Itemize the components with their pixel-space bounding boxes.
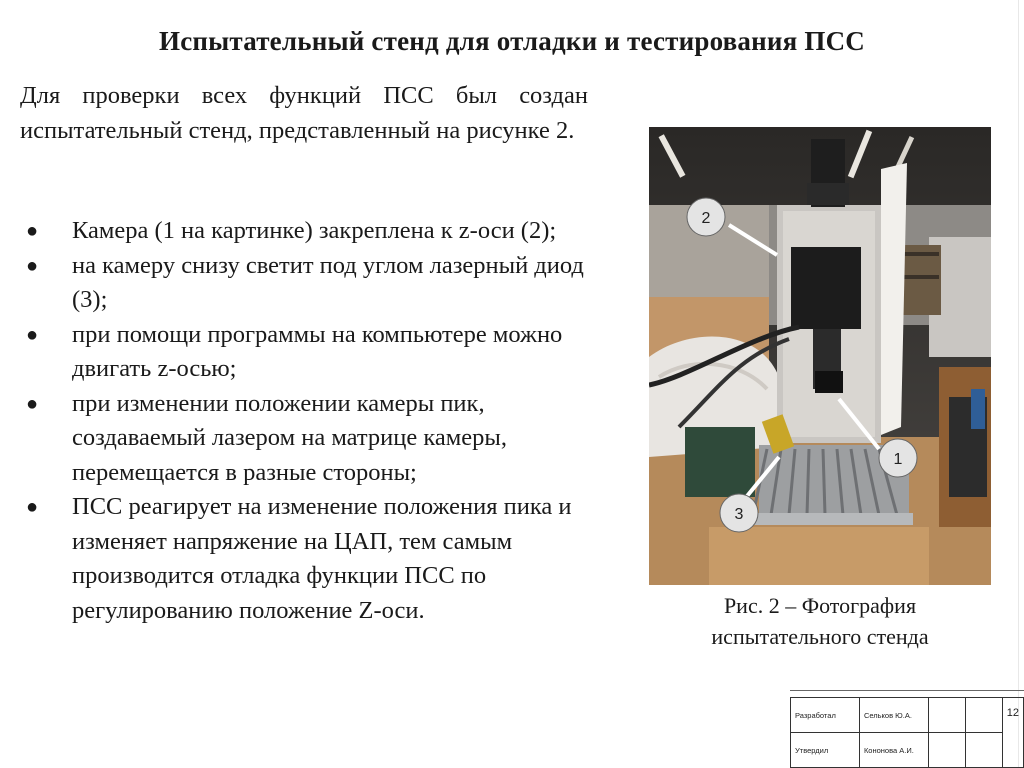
- list-item-text: Камера (1 на картинке) закреплена к z-оси (2);: [72, 217, 557, 244]
- list-item-text: при помощи программы на компьютере можно двигать z-осью;: [72, 320, 563, 382]
- list-item: [22, 318, 592, 387]
- stamp-name: Кононова А.И.: [859, 733, 928, 768]
- list-item: [22, 214, 592, 249]
- stamp-cell: [928, 698, 965, 733]
- bullet-list: [22, 214, 592, 628]
- table-row: [791, 733, 1024, 768]
- bullet-icon: ●: [26, 496, 39, 518]
- test-stand-photo: [649, 127, 991, 585]
- bullet-icon: ●: [26, 220, 39, 242]
- stamp-top-line: [790, 690, 1024, 691]
- stamp-cell: [965, 698, 1002, 733]
- list-item-text: при изменении положении камеры пик, создаваемый лазером на матрице камеры, перемещается в разные стороны;: [72, 389, 507, 486]
- figure-caption: Рис. 2 – Фотография испытательного стенда: [711, 593, 929, 649]
- list-item: [22, 387, 592, 491]
- bullet-icon: ●: [26, 254, 39, 277]
- callout-label-1: 1: [893, 451, 903, 468]
- slide-title: Испытательный стенд для отладки и тестирования ПСС: [159, 26, 865, 56]
- list-item-text: ПСС реагирует на изменение положения пика и изменяет напряжение на ЦАП, тем самым производится отладка функции ПСС по регулированию положение Z-оси.: [72, 493, 572, 624]
- table-row: [791, 698, 1024, 733]
- stamp-cell: [965, 733, 1002, 768]
- intro-paragraph: Для проверки всех функций ПСС был создан испытательный стенд, представленный на рисунке 2.: [20, 82, 588, 144]
- callout-label-2: 2: [701, 210, 711, 227]
- bullet-icon: ●: [26, 392, 39, 415]
- callout-label-3: 3: [734, 506, 744, 523]
- bullet-icon: ●: [26, 323, 39, 346]
- stamp-name: Сельков Ю.А.: [859, 698, 928, 733]
- page-edge-line: [1018, 0, 1019, 767]
- list-item: [22, 490, 592, 628]
- stamp-role: Утвердил: [791, 733, 860, 768]
- list-item: [22, 249, 592, 318]
- stamp-cell: [928, 733, 965, 768]
- title-block-stamp: [790, 697, 1024, 768]
- page-number: 12: [1002, 698, 1023, 768]
- list-item-text: на камеру снизу светит под углом лазерный диод (3);: [72, 251, 584, 313]
- stamp-role: Разработал: [791, 698, 860, 733]
